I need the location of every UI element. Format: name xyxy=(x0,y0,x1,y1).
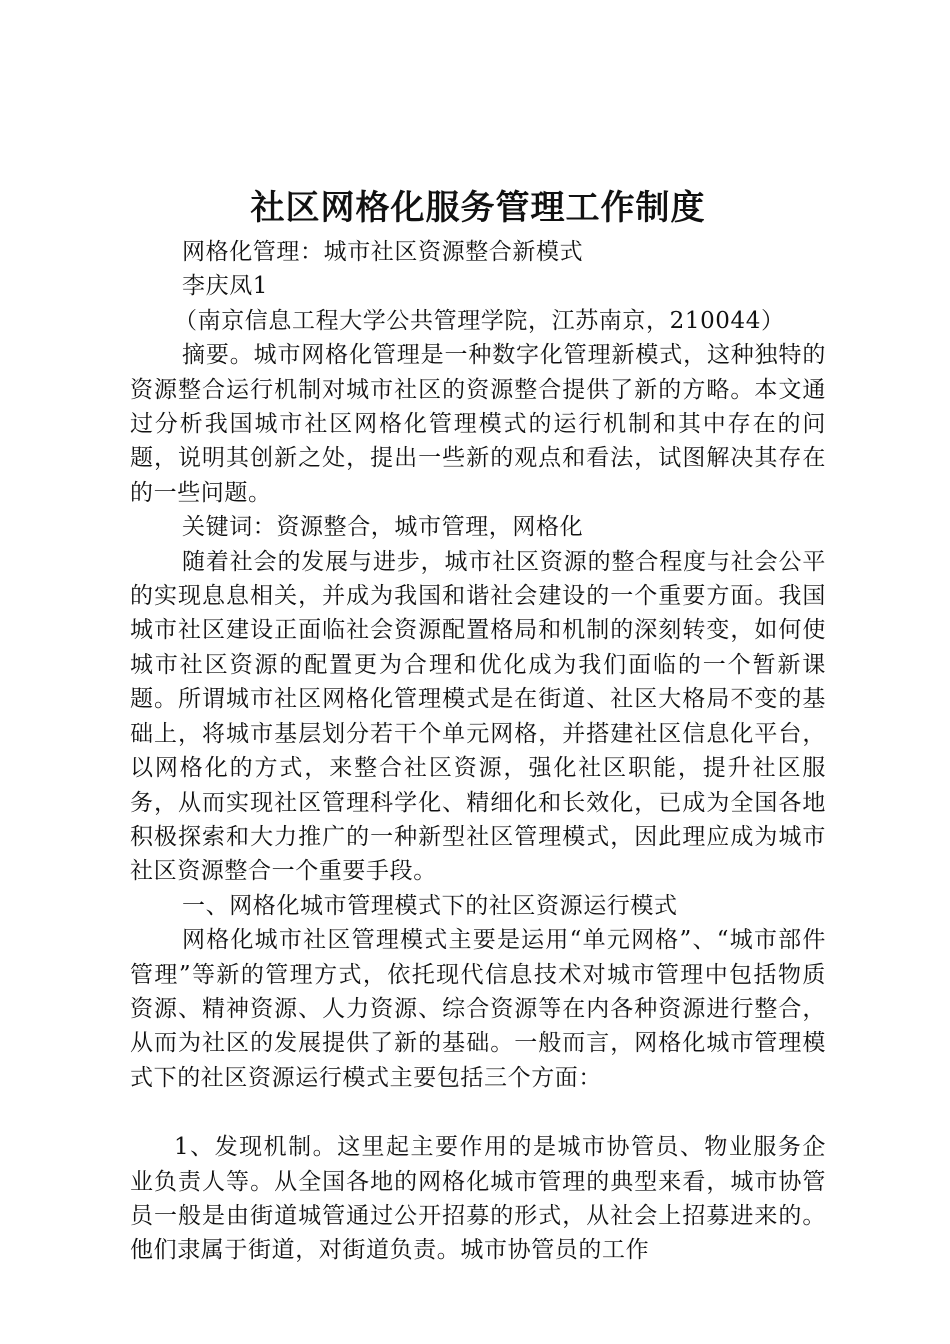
list-item-paragraph: 1、发现机制。这里起主要作用的是城市协管员、物业服务企业负责人等。从全国各地的网格化城市管理的典型来看，城市协管员一般是由街道城管通过公开招募的形式，从社会上招募进来的。他们隶属于街道，对街道负责。城市协管员的工作 xyxy=(130,1134,826,1264)
intro-paragraph: 随着社会的发展与进步，城市社区资源的整合程度与社会公平的实现息息相关，并成为我国和谐社会建设的一个重要方面。我国城市社区建设正面临社会资源配置格局和机制的深刻转变，如何使城市社区资源的配置更为合理和优化成为我们面临的一个暂新课题。所谓城市社区网格化管理模式是在街道、社区大格局不变的基础上，将城市基层划分若干个单元网格，并搭建社区信息化平台，以网格化的方式，来整合社区资源，强化社区职能，提升社区服务，从而实现社区管理科学化、精细化和长效化，已成为全国各地积极探索和大力推广的一种新型社区管理模式，因此理应成为城市社区资源整合一个重要手段。 xyxy=(130,548,826,885)
section-heading: 一、网格化城市管理模式下的社区资源运行模式 xyxy=(182,892,678,919)
keywords-line: 关键词：资源整合，城市管理，网格化 xyxy=(182,514,584,541)
document-page xyxy=(130,183,826,1268)
subtitle-line: 网格化管理：城市社区资源整合新模式 xyxy=(182,239,584,265)
author-line: 李庆凤1 xyxy=(182,273,269,300)
document-title: 社区网格化服务管理工作制度 xyxy=(250,188,706,228)
abstract-paragraph: 摘要。城市网格化管理是一种数字化管理新模式，这种独特的资源整合运行机制对城市社区的资源整合提供了新的方略。本文通过分析我国城市社区网格化管理模式的运行机制和其中存在的问题，说明其创新之处，提出一些新的观点和看法，试图解决其存在的一些问题。 xyxy=(130,342,826,506)
affiliation-line: （南京信息工程大学公共管理学院，江苏南京，210044） xyxy=(174,307,785,334)
section-body-paragraph: 网格化城市社区管理模式主要是运用“单元网格”、“城市部件管理”等新的管理方式，依托现代信息技术对城市管理中包括物质资源、精神资源、人力资源、综合资源等在内各种资源进行整合，从而为社区的发展提供了新的基础。一般而言，网格化城市管理模式下的社区资源运行模式主要包括三个方面： xyxy=(130,927,826,1091)
blank-line xyxy=(130,1095,826,1130)
